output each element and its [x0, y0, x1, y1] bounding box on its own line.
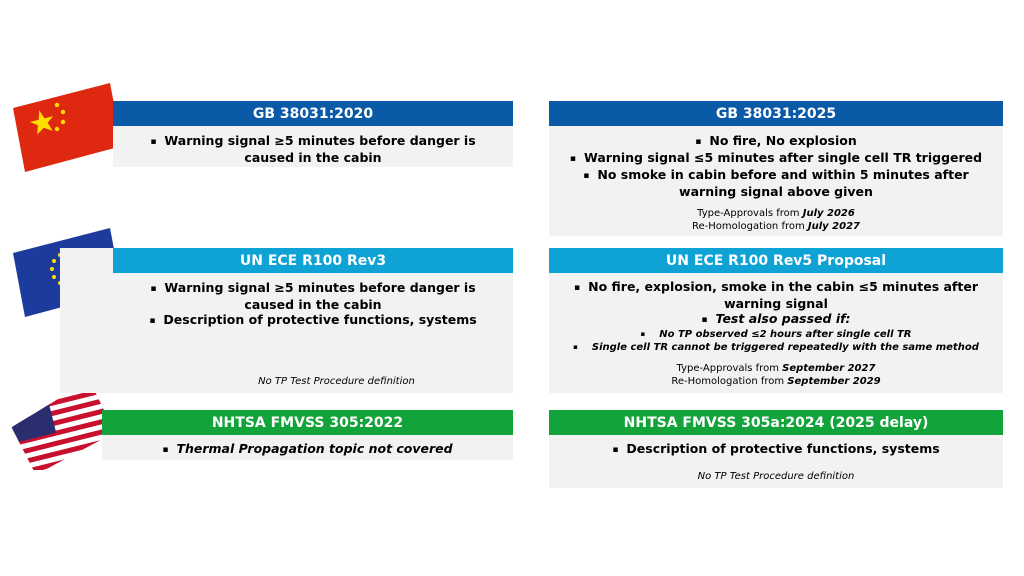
bullet-text: Description of protective functions, systems [626, 441, 940, 456]
bullet-continuation: warning signal [724, 296, 828, 311]
fmvss-305-card: NHTSA FMVSS 305:2022 ▪ Thermal Propagation topic not covered [102, 410, 513, 460]
bullet-text: Warning signal ≥5 minutes before danger is [164, 280, 476, 295]
card-title: NHTSA FMVSS 305a:2024 (2025 delay) [549, 410, 1003, 435]
sub-bullet-text: Single cell TR cannot be triggered repeatedly with the same method [591, 342, 979, 353]
bullet-text: No fire, explosion, smoke in the cabin ≤5 minutes after [588, 279, 978, 294]
bullet-text: Warning signal ≥5 minutes before danger is [164, 133, 476, 148]
card-title: GB 38031:2020 [113, 101, 513, 126]
fmvss-305a-card: NHTSA FMVSS 305a:2024 (2025 delay) ▪ Description of protective functions, systems No TP Test Procedure definition [549, 410, 1003, 488]
bullet-continuation: caused in the cabin [244, 297, 382, 312]
bullet-text: Thermal Propagation topic not covered [176, 441, 453, 456]
bullet-continuation: warning signal above given [679, 184, 873, 199]
us-flag-icon [10, 385, 115, 470]
r100-rev3-card: UN ECE R100 Rev3 ▪ Warning signal ≥5 minutes before danger is caused in the cabin ▪ Description of protective functions, systems No TP Test Procedure definition [60, 248, 513, 393]
china-flag-icon [10, 80, 125, 176]
card-title: UN ECE R100 Rev3 [113, 248, 513, 273]
sub-bullet-text: No TP observed ≤2 hours after single cell TR [659, 329, 912, 340]
footnote: No TP Test Procedure definition [258, 376, 415, 387]
gb-2025-card: GB 38031:2025 ▪ No fire, No explosion ▪ Warning signal ≤5 minutes after single cell TR triggered ▪ No smoke in cabin before and within 5 minutes after warning signal above given Type-Approvals from July 2026 Re-Homologation from July 2027 [549, 101, 1003, 236]
card-title: GB 38031:2025 [549, 101, 1003, 126]
bullet-text: Description of protective functions, systems [163, 312, 477, 327]
footnote: No TP Test Procedure definition [697, 471, 855, 482]
approval-dates: Type-Approvals from September 2027 Re-Homologation from September 2029 [671, 363, 881, 387]
bullet-text: Warning signal ≤5 minutes after single cell TR triggered [584, 150, 983, 165]
bullet-text: Test also passed if: [715, 311, 851, 326]
bullet-text: No fire, No explosion [709, 133, 857, 148]
bullet-text: No smoke in cabin before and within 5 minutes after [597, 167, 969, 182]
approval-dates: Type-Approvals from July 2026 Re-Homologation from July 2027 [691, 208, 861, 232]
gb-2020-card: GB 38031:2020 ▪ Warning signal ≥5 minutes before danger is caused in the cabin [113, 101, 513, 167]
r100-rev5-card: UN ECE R100 Rev5 Proposal ▪ No fire, explosion, smoke in the cabin ≤5 minutes after warning signal ▪ Test also passed if: ▪ No TP observed ≤2 hours after single cell TR ▪ Single cell TR cannot be triggered repeatedly with the same method Type-Approvals from September 2027 Re-Homologation from September 2029 [549, 248, 1003, 393]
card-title: NHTSA FMVSS 305:2022 [102, 410, 513, 435]
card-title: UN ECE R100 Rev5 Proposal [549, 248, 1003, 273]
bullet-continuation: caused in the cabin [244, 150, 382, 165]
